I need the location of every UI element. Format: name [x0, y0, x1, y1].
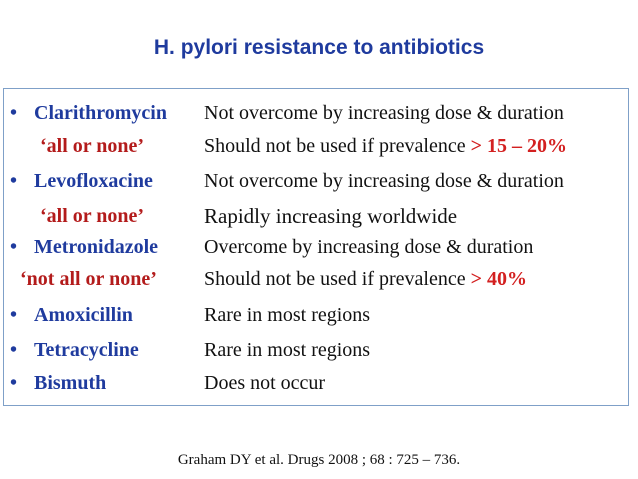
description: Rare in most regions — [204, 304, 371, 326]
citation: Graham DY et al. Drugs 2008 ; 68 : 725 – 736. — [177, 452, 461, 468]
bullet: • — [10, 372, 18, 394]
prevalence-threshold: > 40% — [470, 268, 527, 290]
bullet: • — [10, 102, 18, 124]
description: Not overcome by increasing dose & duration — [204, 170, 564, 192]
row-levofloxacine-detail — [0, 201, 638, 231]
description — [204, 264, 527, 294]
description — [204, 131, 567, 161]
slide-title: H. pylori resistance to antibiotics — [153, 36, 485, 59]
row-clarithromycin — [0, 98, 638, 128]
row-levofloxacine — [0, 166, 638, 196]
description: Not overcome by increasing dose & duration — [204, 102, 564, 124]
prevalence-threshold: > 15 – 20% — [470, 135, 567, 157]
description: Does not occur — [204, 372, 326, 394]
drug-name: Clarithromycin — [34, 102, 167, 124]
description-text: Should not be used if prevalence — [204, 268, 471, 290]
drug-name: Levofloxacine — [34, 170, 153, 192]
drug-name: Bismuth — [34, 372, 107, 394]
description: Rare in most regions — [204, 339, 371, 361]
drug-name: Amoxicillin — [34, 304, 133, 326]
drug-name: Metronidazole — [34, 236, 159, 258]
description: Rapidly increasing worldwide — [204, 204, 458, 228]
drug-name: Tetracycline — [34, 339, 139, 361]
row-metronidazole — [0, 232, 638, 262]
row-metronidazole-detail — [0, 264, 638, 294]
resistance-qualifier: ‘all or none’ — [40, 205, 145, 227]
row-bismuth — [0, 368, 638, 398]
bullet: • — [10, 339, 18, 361]
bullet: • — [10, 236, 18, 258]
bullet: • — [10, 170, 18, 192]
row-tetracycline — [0, 335, 638, 365]
row-clarithromycin-detail — [0, 131, 638, 161]
bullet: • — [10, 304, 18, 326]
resistance-qualifier: ‘not all or none’ — [20, 268, 157, 290]
resistance-qualifier: ‘all or none’ — [40, 135, 145, 157]
row-amoxicillin — [0, 300, 638, 330]
description-text: Should not be used if prevalence — [204, 135, 471, 157]
description: Overcome by increasing dose & duration — [204, 236, 534, 258]
